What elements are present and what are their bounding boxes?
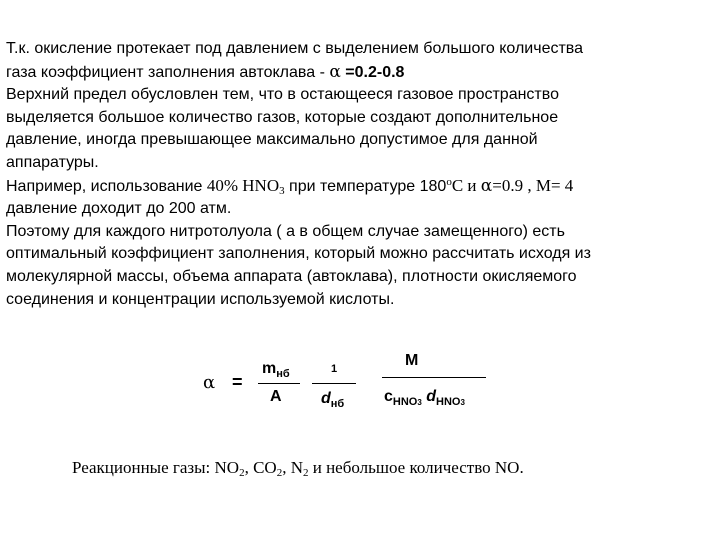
reaction-gases-line (72, 458, 524, 478)
denominator-c-d (384, 388, 465, 406)
fill-range: =0.2-0.8 (340, 63, 405, 81)
temperature-text: при температуре 180 (284, 177, 447, 195)
no2-subscript: 2 (239, 467, 245, 479)
degree-mark: o (446, 175, 452, 188)
formula-equals: = (232, 372, 243, 392)
gases-tail: и небольшое количество NO. (308, 458, 524, 477)
paragraph-1-line-2 (6, 61, 706, 85)
d-hno-subscript (436, 396, 465, 408)
paragraph-1-line-1: Т.к. окисление протекает под давлением с выделением большого количества (6, 40, 584, 57)
paragraph-2-line-1: Верхний предел обусловлен тем, что в остающееся газовое пространство (6, 86, 559, 104)
d-subscript: нб (330, 398, 345, 410)
celsius-mark: C (451, 175, 464, 195)
d-hno: HNO (436, 396, 461, 408)
and-word: и (463, 175, 481, 195)
m-letter: m (262, 360, 277, 377)
m-subscript: нб (276, 368, 290, 380)
paragraph-3-line-2: давление доходит до 200 атм. (6, 200, 232, 218)
formula-alpha: α (203, 372, 216, 393)
denominator-A: A (270, 388, 282, 405)
d-letter-2: d (426, 388, 437, 405)
paragraph-3-line-1 (6, 175, 706, 199)
alpha-symbol: α (329, 61, 341, 82)
paragraph-4-line-1: Поэтому для каждого нитротолуола ( а в общем случае замещенного) есть (6, 222, 565, 240)
fraction-line-1 (258, 383, 300, 384)
n2-subscript: 2 (302, 467, 309, 479)
c-subscript (393, 396, 422, 408)
alpha-value: =0.9 , M= 4 (492, 175, 574, 195)
example-lead: Например, использование (6, 177, 207, 195)
fraction-line-3 (382, 377, 486, 378)
fraction-line-2 (312, 383, 356, 384)
denominator-d-nb (321, 390, 344, 408)
n-text: , N (282, 458, 303, 477)
fill-coefficient-formula (200, 350, 520, 430)
body-text (6, 38, 706, 311)
c-hno-3: 3 (417, 398, 422, 407)
c-hno: HNO (392, 396, 418, 408)
numerator-one: 1 (331, 363, 338, 375)
numerator-M: M (405, 352, 419, 369)
d-hno-3: 3 (460, 398, 465, 407)
alpha-symbol-2: α (480, 175, 493, 196)
paragraph-2-line-3: давление, иногда превышающее максимально допустимое для данной (6, 131, 538, 149)
acid-subscript: 3 (279, 184, 285, 197)
paragraph-2-line-2: выделяется большое количество газов, которые создают дополнительное (6, 108, 559, 126)
paragraph-4-line-2: оптимальный коэффициент заполнения, который можно рассчитать исходя из (6, 245, 591, 263)
acid-percent: 40% HNO (206, 175, 280, 195)
c-letter: c (384, 388, 393, 405)
paragraph-4-line-3: молекулярной массы, объема аппарата (автоклава), плотности окисляемого (6, 267, 577, 285)
paragraph-1-text: газа коэффициент заполнения автоклава - (6, 63, 330, 81)
co2-subscript: 2 (276, 467, 283, 479)
co-text: , CO (244, 458, 277, 477)
d-letter: d (321, 390, 331, 407)
numerator-m (262, 360, 290, 378)
gases-label: Реакционные газы: NO (72, 458, 240, 477)
paragraph-2-line-4: аппаратуры. (6, 153, 99, 171)
paragraph-4-line-4: соединения и концентрации используемой кислоты. (6, 290, 395, 308)
